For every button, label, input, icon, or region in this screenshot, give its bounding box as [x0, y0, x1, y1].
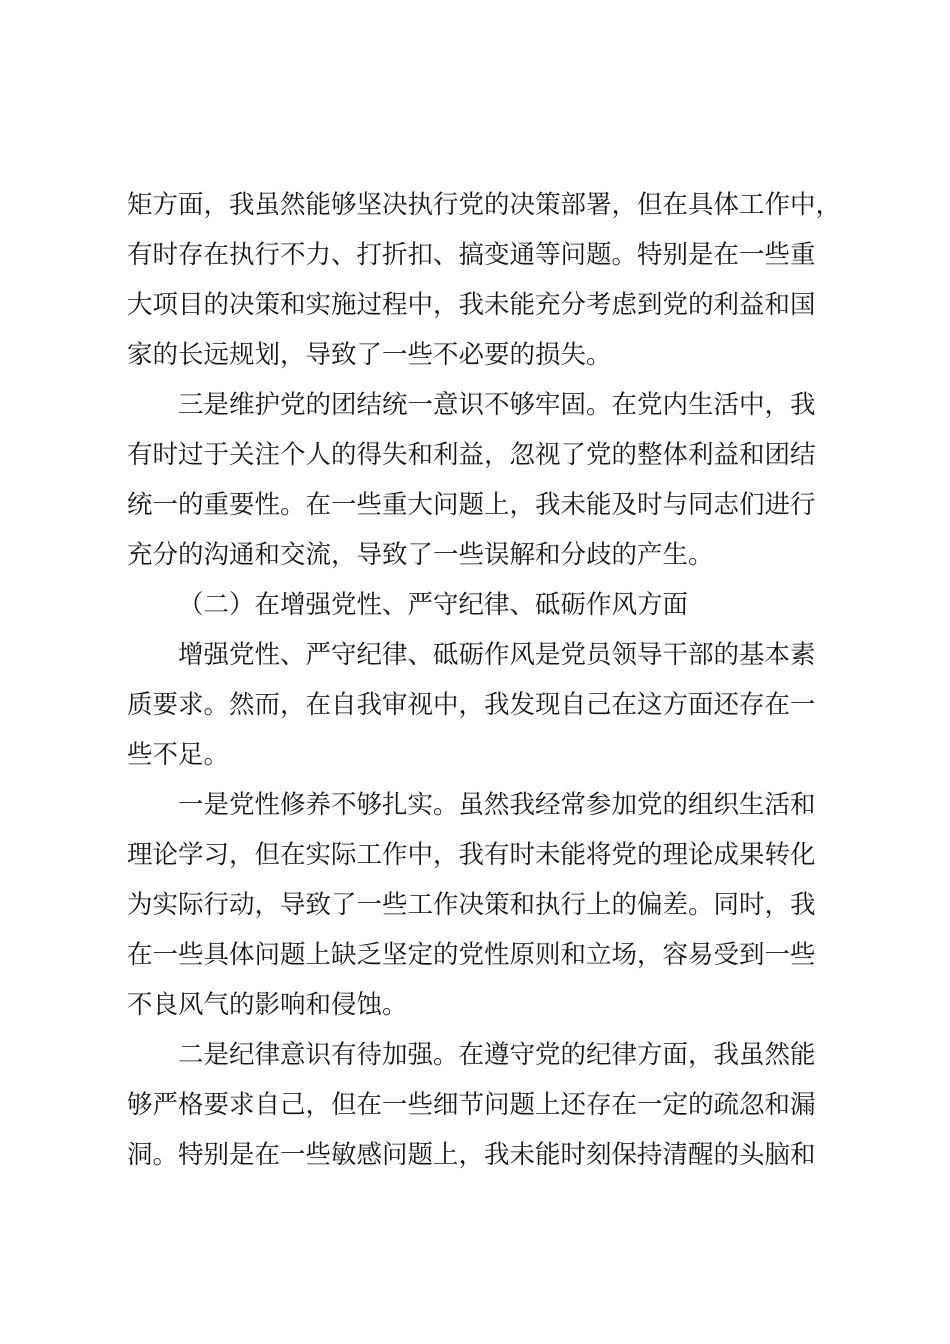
text-line: 统一的重要性。在一些重大问题上，我未能及时与同志们进行 [127, 490, 816, 520]
paragraph-unity-awareness [127, 380, 837, 580]
text-line: 大项目的决策和实施过程中，我未能充分考虑到党的利益和国 [127, 290, 816, 320]
section-heading-text: （二）在增强党性、严守纪律、砥砺作风方面 [178, 590, 689, 620]
text-line: 二是纪律意识有待加强。在遵守党的纪律方面，我虽然能 [178, 1040, 816, 1070]
text-line: 够严格要求自己，但在一些细节问题上还存在一定的疏忽和漏 [127, 1090, 816, 1120]
text-line: 矩方面，我虽然能够坚决执行党的决策部署，但在具体工作中， [127, 190, 842, 220]
text-line: 家的长远规划，导致了一些不必要的损失。 [127, 340, 612, 370]
text-line: 洞。特别是在一些敏感问题上，我未能时刻保持清醒的头脑和 [127, 1140, 816, 1170]
text-line: 有时存在执行不力、打折扣、搞变通等问题。特别是在一些重 [127, 240, 816, 270]
text-line: 一是党性修养不够扎实。虽然我经常参加党的组织生活和 [178, 790, 816, 820]
text-line: 在一些具体问题上缺乏坚定的党性原则和立场，容易受到一些 [127, 940, 816, 970]
text-line: 些不足。 [127, 740, 230, 770]
paragraph-party-spirit [127, 780, 837, 1030]
text-line: 充分的沟通和交流，导致了一些误解和分歧的产生。 [127, 540, 714, 570]
text-line: 不良风气的影响和侵蚀。 [127, 990, 408, 1020]
text-line: 三是维护党的团结统一意识不够牢固。在党内生活中，我 [178, 390, 816, 420]
text-line: 为实际行动，导致了一些工作决策和执行上的偏差。同时，我 [127, 890, 816, 920]
section-heading [127, 580, 837, 630]
text-line: 质要求。然而，在自我审视中，我发现自己在这方面还存在一 [127, 690, 816, 720]
text-line: 增强党性、严守纪律、砥砺作风是党员领导干部的基本素 [178, 640, 816, 670]
text-line: 理论学习，但在实际工作中，我有时未能将党的理论成果转化 [127, 840, 816, 870]
paragraph-section-intro [127, 630, 837, 780]
paragraph-discipline-awareness [127, 1030, 837, 1180]
document-body [127, 180, 842, 1180]
text-line: 有时过于关注个人的得失和利益，忽视了党的整体利益和团结 [127, 440, 816, 470]
paragraph-execution-issues [127, 180, 842, 380]
